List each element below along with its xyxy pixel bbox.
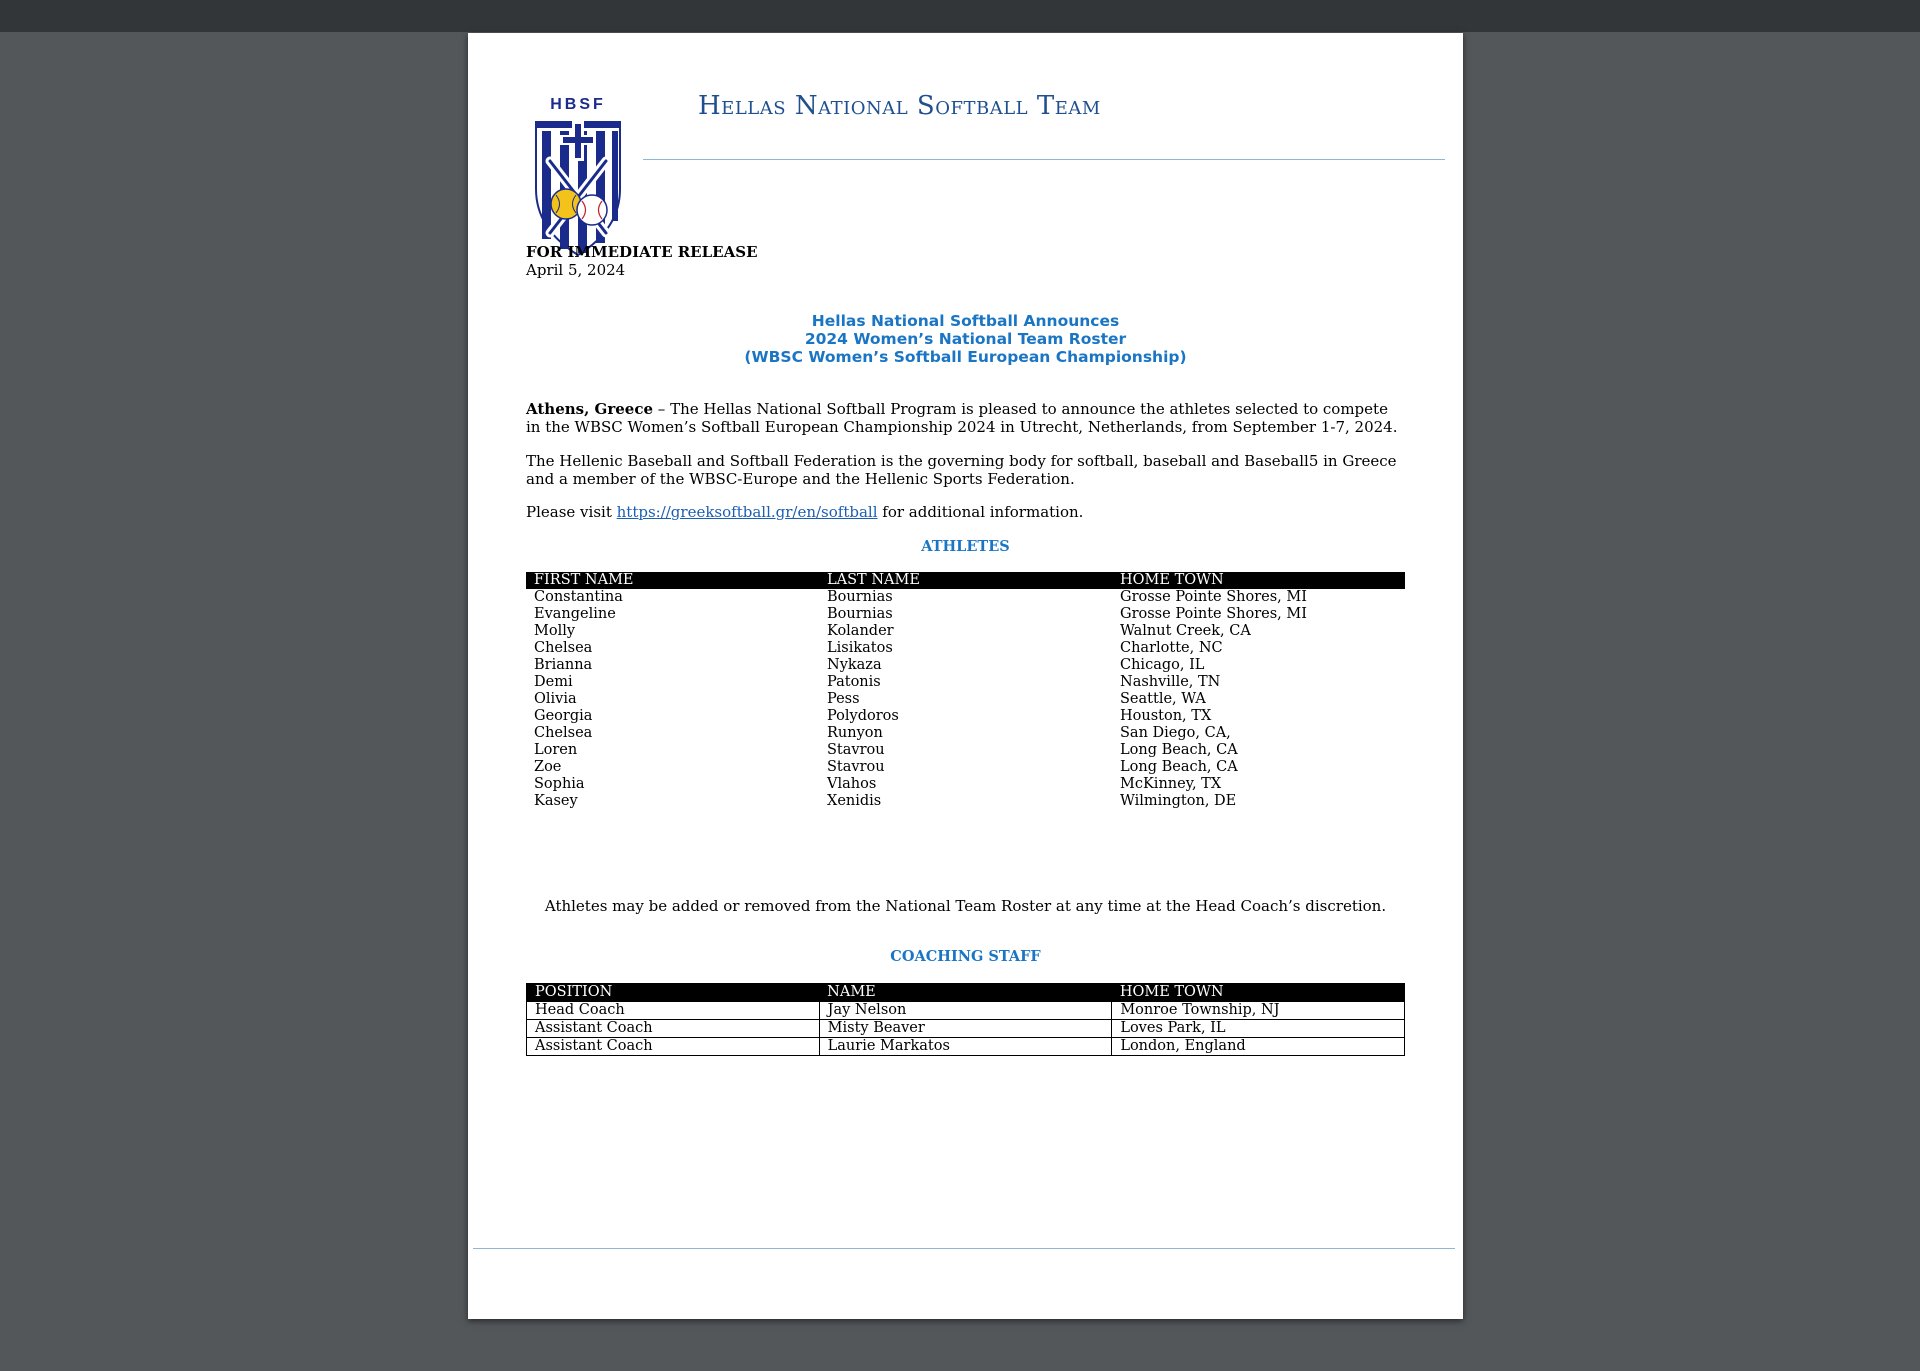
athlete-last-name: Pess [827, 691, 860, 707]
athlete-first-name: Chelsea [534, 725, 593, 741]
athlete-row [526, 725, 1405, 742]
website-link[interactable]: https://greeksoftball.gr/en/softball [616, 503, 878, 521]
team-title: Hellas National Softball Team [698, 91, 1101, 121]
release-label: FOR IMMEDIATE RELEASE [526, 243, 758, 261]
athlete-first-name: Chelsea [534, 640, 593, 656]
athlete-home-town: Charlotte, NC [1120, 640, 1223, 656]
athlete-last-name: Bournias [827, 589, 893, 605]
header-last-name: LAST NAME [819, 572, 1112, 589]
athlete-last-name: Kolander [827, 623, 894, 639]
athlete-home-town: Long Beach, CA [1120, 759, 1238, 775]
athlete-last-name: Vlahos [827, 776, 877, 792]
athlete-home-town: McKinney, TX [1120, 776, 1222, 792]
athlete-first-name: Kasey [534, 793, 578, 809]
athlete-row [526, 742, 1405, 759]
header-first-name: FIRST NAME [526, 572, 819, 589]
headline-line-1: Hellas National Softball Announces [811, 312, 1120, 330]
athlete-last-name: Lisikatos [827, 640, 893, 656]
athlete-first-name: Molly [534, 623, 576, 639]
header-coach-home-town: HOME TOWN [1112, 984, 1405, 1002]
athlete-first-name: Brianna [534, 657, 593, 673]
coach-name: Laurie Markatos [819, 1038, 1112, 1056]
athlete-home-town: Grosse Pointe Shores, MI [1120, 606, 1307, 622]
athlete-last-name: Polydoros [827, 708, 899, 724]
athlete-home-town: Long Beach, CA [1120, 742, 1238, 758]
coach-position: Head Coach [527, 1002, 820, 1020]
coaching-header-row [527, 984, 1405, 1002]
athlete-last-name: Stavrou [827, 759, 885, 775]
intro-paragraph [526, 401, 1406, 436]
coaching-table [526, 983, 1405, 1056]
athlete-home-town: Wilmington, DE [1120, 793, 1237, 809]
athlete-last-name: Xenidis [827, 793, 882, 809]
coach-home-town: London, England [1112, 1038, 1405, 1056]
athlete-last-name: Runyon [827, 725, 883, 741]
athlete-last-name: Bournias [827, 606, 893, 622]
coach-name: Jay Nelson [819, 1002, 1112, 1020]
athlete-first-name: Georgia [534, 708, 593, 724]
athlete-first-name: Demi [534, 674, 573, 690]
coach-name: Misty Beaver [819, 1020, 1112, 1038]
athlete-row [526, 708, 1405, 725]
coach-position: Assistant Coach [527, 1038, 820, 1056]
viewer-toolbar [0, 0, 1920, 32]
athlete-home-town: Seattle, WA [1120, 691, 1206, 707]
logo-text: HBSF [550, 96, 606, 113]
athlete-home-town: Grosse Pointe Shores, MI [1120, 589, 1307, 605]
coach-home-town: Loves Park, IL [1112, 1020, 1405, 1038]
coaching-heading: COACHING STAFF [890, 948, 1041, 965]
athlete-first-name: Zoe [534, 759, 562, 775]
athlete-first-name: Loren [534, 742, 578, 758]
athlete-last-name: Nykaza [827, 657, 882, 673]
header-position: POSITION [527, 984, 820, 1002]
coach-row [527, 1002, 1405, 1020]
athlete-first-name: Olivia [534, 691, 577, 707]
athlete-first-name: Constantina [534, 589, 623, 605]
header-home-town: HOME TOWN [1112, 572, 1405, 589]
athlete-row [526, 589, 1405, 606]
visit-paragraph [526, 504, 1406, 522]
athletes-heading: ATHLETES [921, 538, 1010, 555]
athlete-row [526, 759, 1405, 776]
athlete-row [526, 657, 1405, 674]
roster-disclaimer: Athletes may be added or removed from the National Team Roster at any time at the Head Coach’s discretion. [544, 897, 1387, 915]
athlete-row [526, 776, 1405, 793]
athlete-home-town: San Diego, CA, [1120, 725, 1231, 741]
athlete-first-name: Evangeline [534, 606, 616, 622]
coach-row [527, 1038, 1405, 1056]
headline-line-2: 2024 Women’s National Team Roster [804, 330, 1127, 348]
athlete-row [526, 606, 1405, 623]
athlete-home-town: Walnut Creek, CA [1120, 623, 1251, 639]
athlete-row [526, 793, 1405, 810]
header-divider [643, 159, 1445, 160]
athlete-first-name: Sophia [534, 776, 585, 792]
athlete-last-name: Stavrou [827, 742, 885, 758]
visit-prefix: Please visit [526, 503, 617, 521]
headline [468, 312, 1463, 366]
athletes-header-row [526, 572, 1405, 589]
athletes-table [526, 572, 1405, 810]
athlete-home-town: Houston, TX [1120, 708, 1212, 724]
hbsf-logo [532, 91, 624, 259]
coach-position: Assistant Coach [527, 1020, 820, 1038]
athlete-row [526, 674, 1405, 691]
dateline: Athens, Greece [526, 400, 654, 418]
release-date: April 5, 2024 [526, 261, 626, 279]
intro-text: – The Hellas National Softball Program is pleased to announce the athletes selected to compete in the WBSC Women’s Softball European Championship 2024 in Utrecht, Netherlands, from September 1-7, 2024. [526, 400, 1398, 436]
athlete-row [526, 623, 1405, 640]
athlete-home-town: Nashville, TN [1120, 674, 1221, 690]
header-name: NAME [819, 984, 1112, 1002]
footer-divider [473, 1248, 1455, 1249]
athlete-row [526, 691, 1405, 708]
headline-line-3: (WBSC Women’s Softball European Championship) [744, 348, 1187, 366]
athlete-row [526, 640, 1405, 657]
visit-suffix: for additional information. [877, 503, 1084, 521]
athlete-home-town: Chicago, IL [1120, 657, 1205, 673]
document-page [468, 33, 1463, 1319]
federation-paragraph: The Hellenic Baseball and Softball Federation is the governing body for softball, baseball and Baseball5 in Greece and a member of the WBSC-Europe and the Hellenic Sports Federation. [526, 452, 1397, 488]
coach-home-town: Monroe Township, NJ [1112, 1002, 1405, 1020]
coach-row [527, 1020, 1405, 1038]
athlete-last-name: Patonis [827, 674, 881, 690]
